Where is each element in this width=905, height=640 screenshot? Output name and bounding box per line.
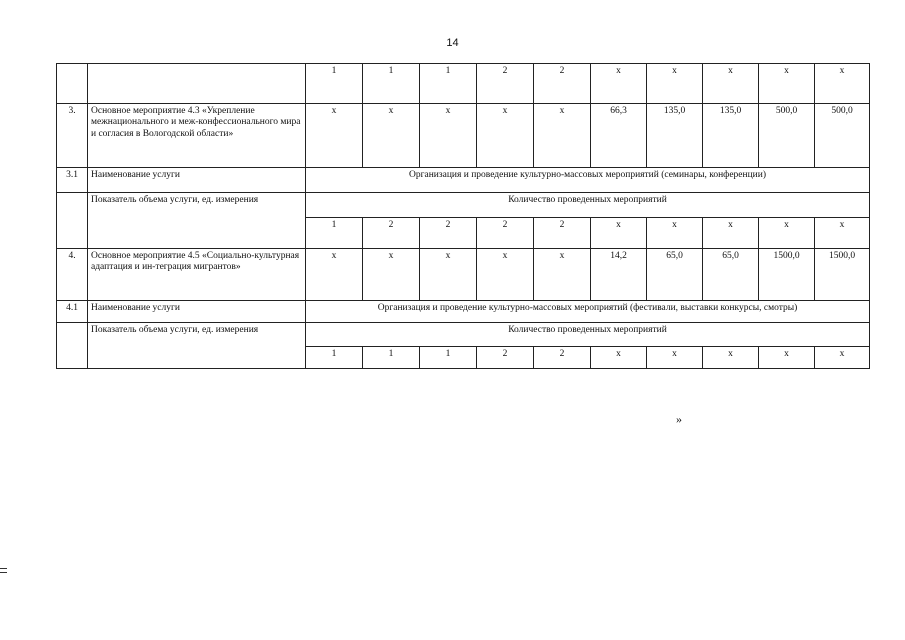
value-cell: 2 (477, 218, 534, 249)
header-cell: 2 (534, 64, 591, 104)
value-cell: x (477, 104, 534, 168)
value-cell: 1500,0 (815, 249, 870, 301)
value-cell: 1 (306, 347, 363, 369)
table-row-4-1 (57, 301, 870, 323)
table-row-4-1-indicator (57, 323, 870, 347)
header-num-cell (57, 64, 88, 104)
header-cell: x (759, 64, 815, 104)
service-name: Организация и проведение культурно-массовых мероприятий (фестивали, выставки конкурсы, смотры) (306, 301, 870, 323)
header-cell: x (703, 64, 759, 104)
value-cell: x (591, 347, 647, 369)
value-cell: 135,0 (703, 104, 759, 168)
header-cell: 1 (363, 64, 420, 104)
value-cell: x (477, 249, 534, 301)
row-number: 4.1 (57, 301, 88, 323)
value-cell: 2 (534, 218, 591, 249)
value-cell: 1 (363, 347, 420, 369)
value-cell: x (363, 104, 420, 168)
value-cell: 500,0 (815, 104, 870, 168)
value-cell: 135,0 (647, 104, 703, 168)
service-name: Организация и проведение культурно-массовых мероприятий (семинары, конференции) (306, 168, 870, 193)
value-cell: x (759, 347, 815, 369)
value-cell: x (647, 218, 703, 249)
value-cell: 1500,0 (759, 249, 815, 301)
value-cell: 1 (420, 347, 477, 369)
header-cell: x (591, 64, 647, 104)
row-number: 3.1 (57, 168, 88, 193)
value-cell: 1 (306, 218, 363, 249)
header-cell: 1 (306, 64, 363, 104)
service-label: Наименование услуги (88, 301, 306, 323)
value-cell: x (759, 218, 815, 249)
value-cell: x (815, 218, 870, 249)
value-cell: 66,3 (591, 104, 647, 168)
value-cell: x (534, 249, 591, 301)
value-cell: 2 (477, 347, 534, 369)
margin-mark (0, 568, 7, 578)
header-cell: 1 (420, 64, 477, 104)
value-cell: 14,2 (591, 249, 647, 301)
value-cell: 65,0 (647, 249, 703, 301)
page-number: 14 (446, 37, 459, 49)
indicator-label: Показатель объема услуги, ед. измерения (88, 193, 306, 249)
value-cell: x (420, 249, 477, 301)
value-cell: x (815, 347, 870, 369)
value-cell: x (647, 347, 703, 369)
empty-num-cell (57, 193, 88, 249)
row-number: 3. (57, 104, 88, 168)
value-cell: x (306, 104, 363, 168)
value-cell: x (420, 104, 477, 168)
header-cell: 2 (477, 64, 534, 104)
table-row-3-1 (57, 168, 870, 193)
row-number: 4. (57, 249, 88, 301)
header-cell: x (647, 64, 703, 104)
value-cell: x (306, 249, 363, 301)
value-cell: x (703, 347, 759, 369)
indicator-label: Показатель объема услуги, ед. измерения (88, 323, 306, 369)
table-row-3-1-indicator (57, 193, 870, 218)
empty-num-cell (57, 323, 88, 369)
activity-name: Основное мероприятие 4.3 «Укрепление межнационального и меж-конфессионального мира и согласия в Вологодской области» (88, 104, 306, 168)
indicator-name: Количество проведенных мероприятий (306, 193, 870, 218)
value-cell: x (591, 218, 647, 249)
header-name-cell (88, 64, 306, 104)
value-cell: 2 (420, 218, 477, 249)
value-cell: x (703, 218, 759, 249)
closing-quote: » (676, 412, 682, 426)
value-cell: 2 (363, 218, 420, 249)
table-row-3 (57, 104, 870, 168)
table-row-4 (57, 249, 870, 301)
value-cell: 500,0 (759, 104, 815, 168)
value-cell: x (534, 104, 591, 168)
header-cell: x (815, 64, 870, 104)
value-cell: x (363, 249, 420, 301)
value-cell: 2 (534, 347, 591, 369)
indicator-name: Количество проведенных мероприятий (306, 323, 870, 347)
service-label: Наименование услуги (88, 168, 306, 193)
activity-name: Основное мероприятие 4.5 «Социально-культурная адаптация и ин-теграция мигрантов» (88, 249, 306, 301)
program-table (56, 63, 870, 369)
table-row-header (57, 64, 870, 104)
value-cell: 65,0 (703, 249, 759, 301)
